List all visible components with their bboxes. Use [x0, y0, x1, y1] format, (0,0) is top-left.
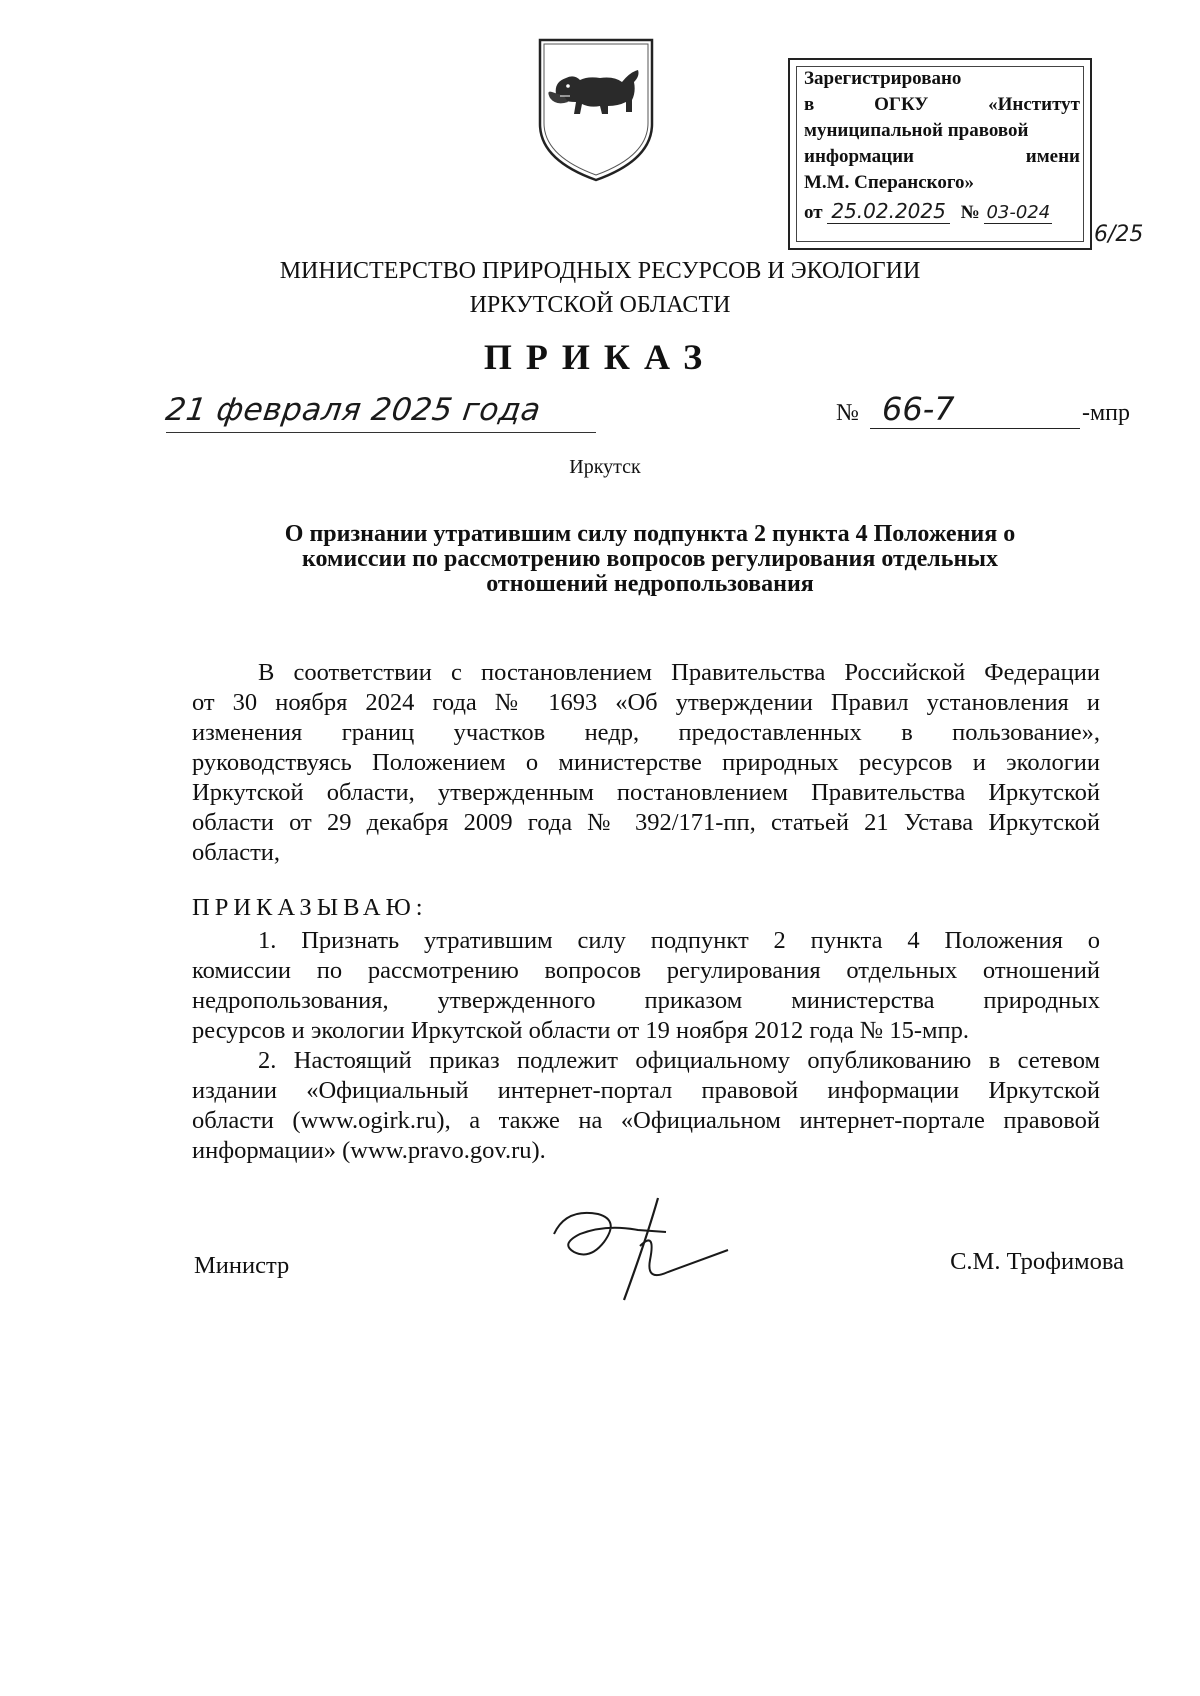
- stamp-institute: «Институт: [988, 94, 1080, 115]
- ministry-name: МИНИСТЕРСТВО ПРИРОДНЫХ РЕСУРСОВ И ЭКОЛОГИИ: [279, 258, 921, 284]
- issue-city: Иркутск: [569, 456, 641, 478]
- order-number-suffix: -мпр: [1082, 400, 1131, 426]
- item-2-line: информации» (www.pravo.gov.ru).: [192, 1137, 546, 1164]
- handwritten-date: 21 февраля 2025 года: [163, 392, 544, 428]
- order-number-label: №: [836, 400, 859, 426]
- stamp-date-prefix: от: [804, 202, 823, 223]
- preamble-line: области,: [192, 839, 281, 866]
- stamp-in: в: [804, 94, 815, 115]
- stamp-line-municipal: муниципальной правовой: [804, 120, 1029, 141]
- title-line: комиссии по рассмотрению вопросов регулирования отдельных: [301, 546, 999, 572]
- item-1-line: 1. Признать утратившим силу подпункт 2 пункта 4 Положения о: [258, 927, 1100, 954]
- preamble-line: В соответствии с постановлением Правительства Российской Федерации: [258, 659, 1100, 686]
- item-1-line: комиссии по рассмотрению вопросов регулирования отдельных отношений: [192, 957, 1100, 984]
- item-2-line: 2. Настоящий приказ подлежит официальному опубликованию в сетевом: [258, 1047, 1100, 1074]
- item-1-line: ресурсов и экологии Иркутской области от 19 ноября 2012 года № 15-мпр.: [192, 1017, 969, 1044]
- preamble-line: от 30 ноября 2024 года № 1693 «Об утверждении Правил установления и: [192, 689, 1100, 716]
- stamp-line-information: [804, 146, 1080, 168]
- signatory-role: Министр: [194, 1252, 290, 1279]
- preamble-paragraph: [192, 658, 1100, 868]
- document-type-heading: ПРИКАЗ: [483, 337, 717, 377]
- stamp-number-value: 03-024: [986, 202, 1051, 223]
- stamp-named: имени: [1025, 146, 1080, 167]
- item-2-line: области (www.ogirk.ru), а также на «Официальном интернет-портале правовой: [192, 1107, 1100, 1134]
- title-line: отношений недропользования: [486, 571, 814, 597]
- stamp-date-value: 25.02.2025: [827, 199, 950, 224]
- stamp-line-date-number: [804, 200, 1080, 224]
- signatory-name: С.М. Трофимова: [950, 1248, 1124, 1275]
- order-item-1: [192, 926, 1100, 1046]
- preamble-line: изменения границ участков недр, предоставленных в пользование»,: [192, 719, 1100, 746]
- preamble-line: Иркутской области, утвержденным постановлением Правительства Иркутской: [192, 779, 1100, 806]
- handwritten-order-number: 66-7: [882, 390, 955, 428]
- region-name: ИРКУТСКОЙ ОБЛАСТИ: [469, 292, 731, 318]
- registration-stamp: [788, 58, 1092, 250]
- item-2-line: издании «Официальный интернет-портал правовой информации Иркутской: [192, 1077, 1100, 1104]
- order-directive-word: ПРИКАЗЫВАЮ:: [192, 894, 428, 921]
- stamp-line-institute: [804, 94, 1080, 116]
- stamp-information: информации: [804, 146, 914, 167]
- order-item-2: [192, 1046, 1100, 1166]
- item-1-line: недропользования, утвержденного приказом министерства природных: [192, 987, 1100, 1014]
- title-line: О признании утратившим силу подпункта 2 пункта 4 Положения о: [284, 521, 1016, 547]
- stamp-line-registered: Зарегистрировано: [804, 68, 962, 89]
- preamble-line: области от 29 декабря 2009 года № 392/171-пп, статьей 21 Устава Иркутской: [192, 809, 1100, 836]
- preamble-line: руководствуясь Положением о министерстве природных ресурсов и экологии: [192, 749, 1100, 776]
- stamp-number-tail: 6/25: [1094, 222, 1144, 247]
- stamp-ogku: ОГКУ: [874, 94, 929, 115]
- coat-of-arms-icon: [534, 36, 658, 184]
- stamp-number-prefix: №: [960, 202, 980, 223]
- date-underline: [166, 432, 596, 433]
- document-title: [200, 522, 1100, 597]
- order-number-underline: [870, 428, 1080, 429]
- stamp-line-speransky: М.М. Сперанского»: [804, 172, 975, 193]
- handwritten-signature-icon: [546, 1190, 736, 1310]
